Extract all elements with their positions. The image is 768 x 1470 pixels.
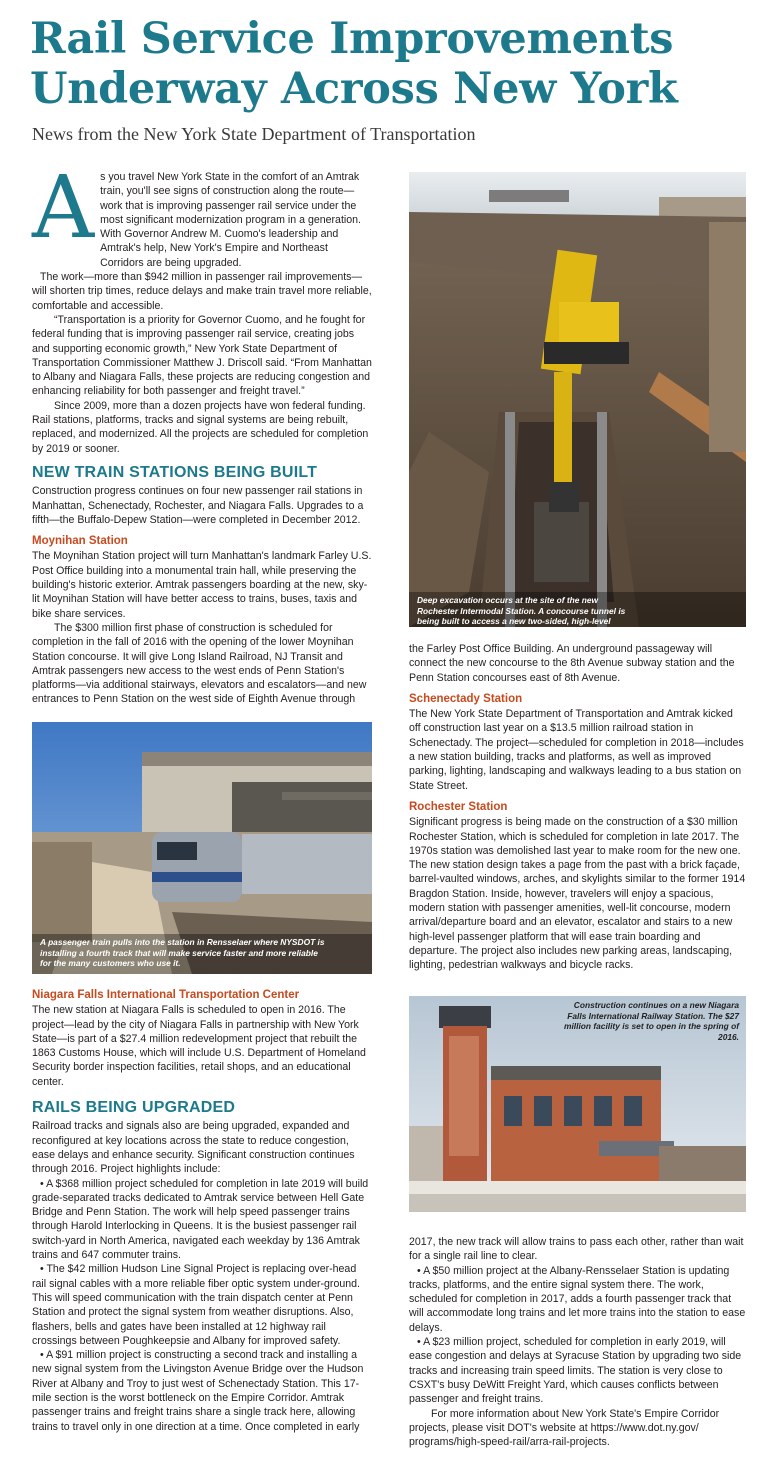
train-photo — [32, 722, 372, 974]
rails-bullet-3-continued: 2017, the new track will allow trains to pass each other, rather than wait for a single rail line to clear. — [409, 1236, 744, 1263]
rails-bullet-1: • A $368 million project scheduled for completion in late 2019 will build grade-separated tracks dedicated to Amtrak service between Hell Gate Bridge and Penn Station. The work will help speed passenger trains through Harold Interlocking in Queens. It is the busiest passenger rail switch-yard in North America, navigated each weekday by 136 Amtrak trains and 647 commuter trains. — [32, 1177, 369, 1262]
intro-paragraph-2: The work—more than $942 million in passenger rail improvements—will shorten trip times, reduce delays and make train travel more reliable, comfortable and accessible. — [32, 271, 372, 312]
title-line-1: Rail Service Improvements — [30, 14, 674, 64]
rails-bullet-5: • A $23 million project, scheduled for completion in early 2019, will ease congestion and delays at Syracuse Station by upgrading two side tracks and increasing train speed limits. The station is very close to CSXT's busy DeWitt Freight Yard, which causes conflicts between passenger and freight trains. — [409, 1336, 742, 1406]
page-subtitle: News from the New York State Department of Transportation — [32, 124, 476, 144]
moynihan-heading: Moynihan Station — [32, 535, 128, 548]
niagara-caption: Construction continues on a new Niagara Falls International Railway Station. The $27 million facility is set to open in the spring of 2016. — [564, 1000, 739, 1042]
excavation-photo — [409, 172, 746, 637]
excavation-caption: Deep excavation occurs at the site of the new Rochester Intermodal Station. A concourse tunnel is being built to access a new two-sided, high-level passenger platform. — [417, 595, 626, 637]
train-caption: A passenger train pulls into the station in Rensselaer where NYSDOT is installing a fourth track that will make service faster and more reliable for the many customers who use it. — [40, 937, 325, 968]
page-title — [30, 14, 750, 114]
niagara-paragraph: The new station at Niagara Falls is scheduled to open in 2016. The project—lead by the city of Niagara Falls in partnership with New York State—is part of a $27.4 million redevelopment project that rebuilt the 1863 Customs House, which will include U.S. Department of Homeland Security border inspection facilities, retail shops, and an educational center. — [32, 1004, 366, 1088]
intro-paragraph-3: “Transportation is a priority for Governor Cuomo, and he fought for federal funding that is improving passenger rail service, creating jobs and supporting economic growth,” New York State Department of Transportation Commissioner Matthew J. Driscoll said. “From Manhattan to Albany and Niagara Falls, these projects are reducing congestion and enhancing reliability for both passenger and freight travel.” — [32, 313, 372, 398]
schenectady-paragraph: The New York State Department of Transportation and Amtrak kicked off construction last year on a $13.5 million railroad station in Schenectady. The project—scheduled for completion in 2018—includes a new station building, tracks and platforms, as well as improved parking, lighting, landscaping and walkways leading to a bus station on State Street. — [409, 708, 744, 792]
rails-bullet-4: • A $50 million project at the Albany-Rensselaer Station is updating tracks, platforms, and the entire signal system there. The work, scheduled for completion in 2017, adds a fourth passenger track that will accommodate long trains and let more trains into the station to ease delays. — [409, 1264, 746, 1334]
rails-bullet-2: • The $42 million Hudson Line Signal Project is replacing over-head rail signal cables with a more reliable fiber optic system under-ground. This will speed communication with the train dispatch center at Penn Station and protect the signal system from weather disruptions. Also, flashers, bells and gates have been installed at 12 highway rail crossings between Poughkeepsie and Albany for improved safety. — [32, 1263, 360, 1347]
intro-paragraph-4: Since 2009, more than a dozen projects have won federal funding. Rail stations, platforms, tracks and signal systems are being rebuilt, replaced, and modernized. All the projects are scheduled for completion by 2019 or sooner. — [32, 399, 369, 455]
right-column-bottom — [409, 1235, 746, 1449]
niagara-heading: Niagara Falls International Transportation Center — [32, 989, 300, 1001]
intro-paragraph-1: As you travel New York State in the comfort of an Amtrak train, you'll see signs of construction along the route—work that is improving passenger rail service under the most significant modernization program in a generation. With Governor Andrew M. Cuomo's leadership and Amtrak's help, New York's Empire and Northeast Corridors are being upgraded. — [32, 158, 361, 269]
moynihan-paragraph-2: The $300 million first phase of construction is scheduled for completion in the fall of 2016 with the opening of the lower Moynihan Station concourse. It will give Long Island Railroad, NJ Transit and Amtrak passengers new access to the west ends of Penn Station's platforms—via additional stairways, elevators and escalators—and new entrances to Penn Station on the west side of Eighth Avenue through — [32, 621, 367, 706]
drop-cap: A — [32, 158, 95, 258]
excavation-image — [409, 172, 746, 627]
moynihan-continued: the Farley Post Office Building. An underground passageway will connect the new concourse to the 8th Avenue subway station and the Penn Station concourses east of 8th Avenue. — [409, 643, 735, 684]
left-column-bottom — [32, 988, 372, 1434]
right-column-mid — [409, 642, 746, 973]
left-column-top — [32, 158, 372, 707]
niagara-photo — [409, 996, 746, 1212]
rochester-paragraph: Significant progress is being made on the construction of a $30 million Rochester Station, which is scheduled for completion in late 2017. The 1970s station was demolished last year to make room for the new one. The new station design takes a page from the past with a brick façade, barrel-vaulted windows, arches, and skylights similar to the former 1914 Bragdon Station. Inside, however, travelers will enjoy a spacious, modern station with passenger amenities, well-lit concourse, modern arrival/departure board and an elevator, escalator and stairs to a new high-level passenger platform that will ease train boarding and departure. The project also includes new parking areas, landscaping, lighting, pedestrian walkways and bicycle racks. — [409, 816, 746, 972]
rochester-heading: Rochester Station — [409, 800, 508, 813]
title-line-2: Underway Across New York — [30, 64, 678, 114]
closing-paragraph: For more information about New York State's Empire Corridor projects, please visit DOT's website at https://www.dot.ny.gov/ programs/high-speed-rail/arra-rail-projects. — [409, 1407, 720, 1449]
rails-bullet-3: • A $91 million project is constructing a second track and installing a new signal system from the Livingston Avenue Bridge over the Hudson River at Albany and Troy to just west of Schenectady Station. This 17-mile section is the worst bottleneck on the Empire Corridor. Amtrak passenger trains and freight trains share a single track here, allowing trains to travel only in one direction at a time. Once completed in early — [32, 1349, 364, 1433]
rails-heading: RAILS BEING UPGRADED — [32, 1099, 236, 1117]
schenectady-heading: Schenectady Station — [409, 692, 523, 705]
rails-paragraph: Railroad tracks and signals also are being upgraded, expanded and reconfigured at key locations across the state to reduce congestion, ease delays and enhance security. Significant construction continues through 2016. Project highlights include: — [32, 1120, 355, 1176]
stations-paragraph: Construction progress continues on four new passenger rail stations in Manhattan, Schenectady, Rochester, and Niagara Falls. Upgrades to a fifth—the Buffalo-Depew Station—were completed in December 2012. — [32, 485, 364, 526]
stations-heading: NEW TRAIN STATIONS BEING BUILT — [32, 463, 318, 481]
moynihan-paragraph-1: The Moynihan Station project will turn Manhattan's landmark Farley U.S. Post Office building into a monumental train hall, while preserving the building's historic exterior. Amtrak passengers boarding at the new, sky-lit Moynihan Station will have better access to trains, buses, taxis and bike share services. — [32, 550, 372, 620]
